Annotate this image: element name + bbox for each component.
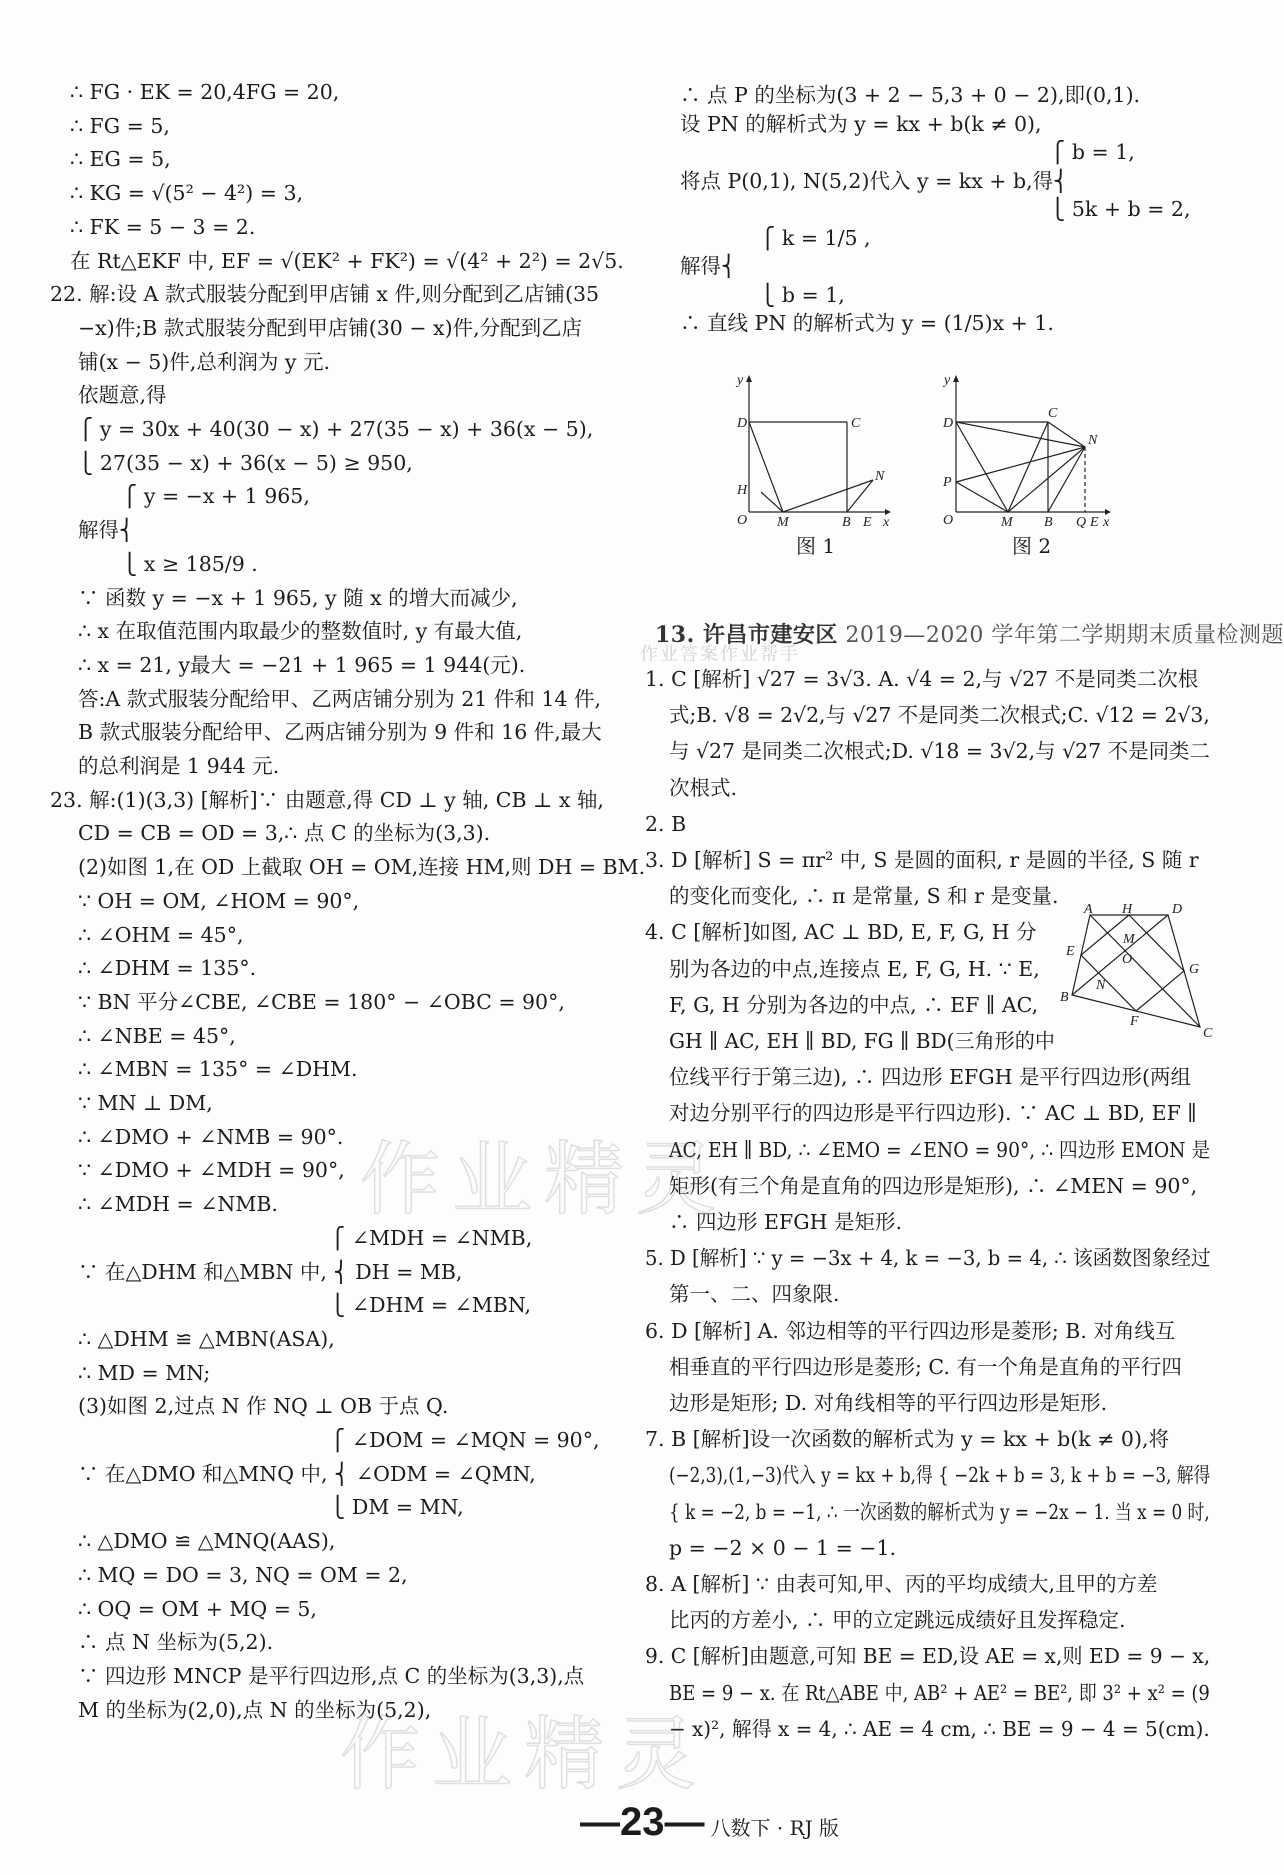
text-line: 依题意,得 [78, 383, 167, 408]
text-line: ∴ ∠DMO + ∠NMB = 90°. [78, 1124, 344, 1149]
svg-text:N: N [1096, 978, 1106, 993]
text-line: 在 Rt△EKF 中, EF = √(EK² + FK²) = √(4² + 2²) = 2√5. [70, 248, 624, 273]
svg-text:N: N [875, 469, 885, 484]
text-line: 6. D [解析] A. 邻边相等的平行四边形是菱形; B. 对角线互 [645, 1318, 1176, 1343]
svg-text:Q: Q [1076, 515, 1087, 530]
text-line: 位线平行于第三边), ∴ 四边形 EFGH 是平行四边形(两组 [669, 1065, 1192, 1090]
text-line: 9. C [解析]由题意,可知 BE = ED,设 AE = x,则 ED = 9 − x, [645, 1644, 1211, 1669]
text-line: B 款式服装分配给甲、乙两店铺分别为 9 件和 16 件,最大 [78, 720, 602, 745]
svg-text:E: E [1090, 515, 1099, 530]
text-line: ⎩ ∠DHM = ∠MBN, [330, 1293, 531, 1318]
text-line: 的变化而变化, ∴ π 是常量, S 和 r 是变量. [669, 884, 1059, 909]
text-line: ∴ ∠MDH = ∠NMB. [78, 1192, 278, 1217]
svg-text:C: C [851, 416, 861, 431]
page-footer [580, 1800, 839, 1845]
section-title-prefix: 13. 许昌市建安区 [655, 622, 838, 648]
text-line: M 的坐标为(2,0),点 N 的坐标为(5,2), [78, 1697, 432, 1722]
text-line: 与 √27 是同类二次根式;D. √18 = 3√2,与 √27 不是同类二 [669, 739, 1210, 764]
text-line: ∴ 点 P 的坐标为(3 + 2 − 5,3 + 0 − 2),即(0,1). [680, 83, 1141, 107]
text-line: ∴ EG = 5, [70, 147, 171, 172]
text-line: ∵ 在△DHM 和△MBN 中, ⎨ DH = MB, [78, 1259, 463, 1284]
text-line: ⎧ y = 30x + 40(30 − x) + 27(35 − x) + 36(x − 5), [78, 417, 594, 441]
svg-text:M: M [1001, 515, 1013, 530]
text-line: ⎧ ∠MDH = ∠NMB, [330, 1225, 533, 1250]
text-line: ∴ ∠OHM = 45°, [78, 922, 244, 947]
text-line: 式;B. √8 = 2√2,与 √27 不是同类二次根式;C. √12 = 2√3, [669, 703, 1210, 728]
text-line: BE = 9 − x. 在 Rt△ABE 中, AB² + AE² = BE², 即 3² + x² = (9 [669, 1680, 1210, 1705]
svg-text:G: G [1189, 962, 1200, 977]
svg-text:y: y [737, 373, 744, 388]
text-line: 别为各边的中点,连接点 E, F, G, H. ∵ E, [669, 956, 1040, 981]
text-line: ∴ x = 21, y最大 = −21 + 1 965 = 1 944(元). [78, 652, 526, 677]
text-line: −x)件;B 款式服装分配到甲店铺(30 − x)件,分配到乙店 [78, 315, 583, 340]
svg-text:C: C [1203, 1026, 1213, 1041]
svg-text:P: P [943, 475, 952, 490]
quadrilateral-figure [1060, 902, 1213, 1041]
svg-text:H: H [737, 483, 748, 498]
figure-2-caption: 图 2 [1012, 534, 1052, 558]
watermark-middle: 作业精灵 [360, 1133, 728, 1226]
text-line: 5. D [解析] ∵ y = −3x + 4, k = −3, b = 4, ∴ 该函数图象经过 [645, 1246, 1211, 1271]
text-line: (−2,3),(1,−3)代入 y = kx + b,得 { −2k + b = 3, k + b = −3, 解得 [669, 1463, 1211, 1488]
svg-text:M: M [1123, 932, 1135, 947]
text-line: ∴ MQ = DO = 3, NQ = OM = 2, [78, 1562, 408, 1587]
text-line: ∴ MD = MN; [78, 1360, 211, 1385]
text-line: ∴ OQ = OM + MQ = 5, [78, 1596, 317, 1621]
text-line: 矩形(有三个角是直角的四边形是矩形), ∴ ∠MEN = 90°, [669, 1173, 1198, 1198]
svg-text:D: D [737, 416, 748, 431]
text-line: 4. C [解析]如图, AC ⊥ BD, E, F, G, H 分 [645, 920, 1037, 945]
text-line: ∴ FG · EK = 20,4FG = 20, [70, 80, 340, 104]
svg-text:E: E [1066, 944, 1075, 959]
text-line: 边形是矩形; D. 对角线相等的平行四边形是矩形. [669, 1391, 1108, 1415]
section-title-rest: 2019—2020 学年第二学期期末质量检测题 [837, 623, 1284, 648]
figure-1-caption: 图 1 [796, 534, 836, 558]
text-line: 23. 解:(1)(3,3) [解析]∵ 由题意,得 CD ⊥ y 轴, CB ⊥ x 轴, [50, 787, 604, 812]
text-line: ⎩ 27(35 − x) + 36(x − 5) ≥ 950, [78, 450, 413, 475]
text-line: 3. D [解析] S = πr² 中, S 是圆的面积, r 是圆的半径, S 随 r [645, 848, 1199, 872]
text-line: ⎩ DM = MN, [330, 1495, 464, 1520]
text-line: ∵ BN 平分∠CBE, ∠CBE = 180° − ∠OBC = 90°, [78, 989, 565, 1014]
text-line: p = −2 × 0 − 1 = −1. [669, 1535, 897, 1560]
svg-text:A: A [1084, 902, 1093, 917]
text-line: 解得⎨ [680, 254, 737, 278]
figure-1 [735, 372, 895, 530]
text-line: 相垂直的平行四边形是菱形; C. 有一个角是直角的平行四 [669, 1354, 1182, 1379]
text-line: ⎩ b = 1, [760, 282, 845, 307]
text-line: ∵ ∠DMO + ∠MDH = 90°, [78, 1158, 345, 1183]
text-line: − x)², 解得 x = 4, ∴ AE = 4 cm, ∴ BE = 9 − 4 = 5(cm). [669, 1716, 1210, 1741]
text-line: { k = −2, b = −1, ∴ 一次函数的解析式为 y = −2x − 1. 当 x = 0 时, [669, 1499, 1210, 1524]
text-line: ∴ 直线 PN 的解析式为 y = (1/5)x + 1. [680, 311, 1054, 335]
footer-subject: 八数下 · RJ 版 [710, 1816, 840, 1840]
text-line: 答:A 款式服装分配给甲、乙两店铺分别为 21 件和 14 件, [78, 686, 601, 711]
text-line: ∴ △DMO ≌ △MNQ(AAS), [78, 1529, 336, 1554]
text-line: ∵ OH = OM, ∠HOM = 90°, [78, 888, 360, 913]
svg-text:N: N [1088, 433, 1098, 448]
text-line: 1. C [解析] √27 = 3√3. A. √4 = 2,与 √27 不是同类二次根 [645, 667, 1199, 691]
svg-text:F: F [1130, 1014, 1139, 1029]
svg-text:E: E [863, 515, 872, 530]
text-line: 铺(x − 5)件,总利润为 y 元. [78, 349, 330, 374]
text-line: F, G, H 分别为各边的中点, ∴ EF ∥ AC, [669, 992, 1039, 1017]
svg-text:x: x [1103, 515, 1110, 530]
text-line: 比丙的方差小, ∴ 甲的立定跳远成绩好且发挥稳定. [669, 1608, 1126, 1633]
text-line: 次根式. [669, 775, 738, 800]
text-line: ∴ KG = √(5² − 4²) = 3, [70, 181, 304, 206]
text-line: ⎧ y = −x + 1 965, [122, 484, 310, 509]
text-line: ∴ 四边形 EFGH 是矩形. [669, 1210, 903, 1234]
text-line: ∴ FK = 5 − 3 = 2. [70, 214, 256, 239]
text-line: 第一、二、四象限. [669, 1282, 840, 1307]
watermark-bottom: 作业精灵 [340, 1708, 708, 1801]
text-line: ∵ MN ⊥ DM, [78, 1091, 213, 1115]
text-line: AC, EH ∥ BD, ∴ ∠EMO = ∠ENO = 90°, ∴ 四边形 EMON 是 [669, 1137, 1211, 1162]
svg-text:D: D [943, 416, 954, 431]
text-line: ∴ 点 N 坐标为(5,2). [78, 1630, 274, 1655]
svg-text:x: x [883, 515, 890, 530]
text-line: 2. B [645, 811, 687, 836]
svg-text:y: y [944, 373, 951, 388]
text-line: ⎧ ∠DOM = ∠MQN = 90°, [330, 1428, 600, 1452]
svg-text:O: O [943, 513, 954, 528]
text-line: ∴ FG = 5, [70, 113, 170, 138]
text-line: ⎩ x ≥ 185/9 . [122, 551, 258, 576]
text-line: ∵ 在△DMO 和△MNQ 中, ⎨ ∠ODM = ∠QMN, [78, 1461, 536, 1486]
text-line: (3)如图 2,过点 N 作 NQ ⊥ OB 于点 Q. [78, 1394, 449, 1419]
svg-text:O: O [737, 513, 748, 528]
page-number: —23— [580, 1800, 705, 1844]
text-line: ⎧ k = 1/5 , [760, 225, 871, 250]
text-line: ∴ ∠NBE = 45°, [78, 1023, 236, 1048]
figure-2 [940, 372, 1115, 530]
watermark-badge: 作业答案作业帮手 [640, 644, 800, 665]
text-line: ∴ ∠MBN = 135° = ∠DHM. [78, 1057, 358, 1082]
text-line: 的总利润是 1 944 元. [78, 754, 280, 778]
svg-text:B: B [1060, 990, 1069, 1005]
svg-text:C: C [1048, 406, 1058, 421]
text-line: ∵ 四边形 MNCP 是平行四边形,点 C 的坐标为(3,3),点 [78, 1663, 585, 1688]
text-line: ∴ △DHM ≌ △MBN(ASA), [78, 1326, 335, 1351]
svg-text:B: B [842, 515, 851, 530]
text-line: 设 PN 的解析式为 y = kx + b(k ≠ 0), [680, 111, 1042, 136]
text-line: ∴ ∠DHM = 135°. [78, 956, 257, 981]
text-line: 将点 P(0,1), N(5,2)代入 y = kx + b,得⎨ [680, 168, 1069, 193]
svg-text:H: H [1122, 902, 1133, 917]
text-line: ∴ x 在取值范围内取最少的整数值时, y 有最大值, [78, 619, 523, 644]
text-line: GH ∥ AC, EH ∥ BD, FG ∥ BD(三角形的中 [669, 1029, 1055, 1053]
svg-text:M: M [777, 515, 789, 530]
svg-text:D: D [1172, 902, 1183, 917]
text-line: 对边分别平行的四边形是平行四边形). ∵ AC ⊥ BD, EF ∥ [669, 1101, 1197, 1126]
text-line: 7. B [解析]设一次函数的解析式为 y = kx + b(k ≠ 0),将 [645, 1427, 1169, 1452]
text-line: CD = CB = OD = 3,∴ 点 C 的坐标为(3,3). [78, 821, 491, 846]
text-line: ⎩ 5k + b = 2, [1050, 197, 1191, 221]
text-line: ∵ 函数 y = −x + 1 965, y 随 x 的增大而减少, [78, 585, 518, 610]
text-line: 22. 解:设 A 款式服装分配到甲店铺 x 件,则分配到乙店铺(35 [50, 282, 600, 307]
text-line: 解得⎨ [78, 518, 135, 543]
svg-text:O: O [1122, 952, 1133, 967]
text-line: (2)如图 1,在 OD 上截取 OH = OM,连接 HM,则 DH = BM. [78, 855, 646, 880]
svg-text:B: B [1044, 515, 1053, 530]
text-line: 8. A [解析] ∵ 由表可知,甲、丙的平均成绩大,且甲的方差 [645, 1572, 1158, 1596]
text-line: ⎧ b = 1, [1050, 140, 1135, 164]
